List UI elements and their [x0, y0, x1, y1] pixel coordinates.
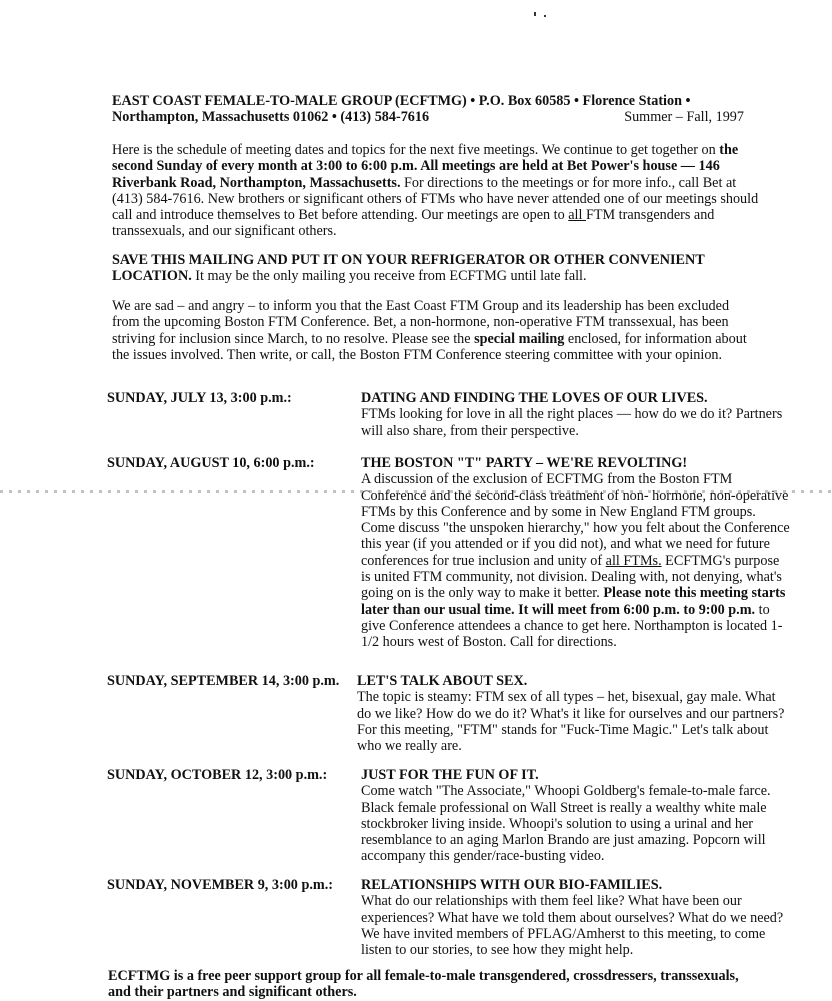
- meeting-date: SUNDAY, AUGUST 10, 6:00 p.m.:: [107, 455, 315, 471]
- meeting-topic: [361, 455, 791, 651]
- letterhead-line-2: Northampton, Massachusetts 01062 • (413) 584-7616: [112, 109, 430, 126]
- save-notice: [112, 252, 760, 285]
- save-notice-bold: SAVE THIS MAILING AND PUT IT ON YOUR REFRIGERATOR OR OTHER CONVENIENT LOCATION.: [112, 252, 705, 285]
- meeting-topic: [357, 673, 787, 754]
- meeting-description: Come watch "The Associate," Whoopi Goldberg's female-to-male farce. Black female professional on Wall Street is really a wealthy white male stockbroker living inside. Whoopi's solution to using a urinal and her resemblance to an aging Marlon Brando are just amazing. Popcorn will accompany this gender/race-busting video.: [361, 783, 771, 865]
- exclusion-text-2: enclosed, for information about the issues involved. Then write, or call, the Boston FTM Conference steering committee with your opinion.: [112, 330, 747, 363]
- intro-text-bold: the second Sunday of every month at 3:00 to 6:00 p.m. All meetings are held at Bet Power's house — 146 Riverbank Road, Northampton, Massachusetts.: [112, 142, 739, 191]
- meeting-description-part: ECFTMG's purpose is united FTM community, not division. Dealing with, not denying, what's going on is the only way to make it better.: [361, 552, 782, 602]
- meeting-topic: [361, 877, 791, 958]
- save-notice-text: It may be the only mailing you receive from ECFTMG until late fall.: [191, 268, 587, 285]
- meeting-description-part: A discussion of the exclusion of ECFTMG from the Boston FTM Conference and the second-class treatment of non- hormone, non-operative FTMs by this Conference and by some in New England FTM groups. Come discuss "the unspoken hierarchy," how you felt about the Conference this year (if you attended or if you did not), and what we need for future conferences for true inclusion and unity of: [361, 471, 790, 569]
- meeting-title: DATING AND FINDING THE LOVES OF OUR LIVES.: [361, 390, 708, 406]
- meeting-description-part: to give Conference attendees a chance to get here. Northampton is located 1-1/2 hours west of Boston. Call for directions.: [361, 601, 783, 651]
- scan-speck: [534, 12, 536, 16]
- meeting-date: SUNDAY, OCTOBER 12, 3:00 p.m.:: [107, 767, 328, 783]
- exclusion-text-bold: special mailing: [474, 330, 565, 347]
- meeting-description: FTMs looking for love in all the right places — how do we do it? Partners will also share, from their perspective.: [361, 406, 783, 439]
- meeting-date: SUNDAY, JULY 13, 3:00 p.m.:: [107, 390, 292, 406]
- meeting-title: THE BOSTON "T" PARTY – WE'RE REVOLTING!: [361, 455, 688, 471]
- meeting-description: [361, 471, 791, 650]
- exclusion-text-1: We are sad – and angry – to inform you that the East Coast FTM Group and its leadership has been excluded from the upcoming Boston FTM Conference. Bet, a non-hormone, non-operative FTM transsexual, has been striving for inclusion since March, to no resolve. Please see the: [112, 298, 730, 347]
- intro-text-1: Here is the schedule of meeting dates and topics for the next five meetings. We continue to get together on: [112, 142, 716, 158]
- intro-text-underline: all: [568, 207, 586, 224]
- meeting-description: What do our relationships with them feel like? What have been our experiences? What have we told them about ourselves? What do we need? We have invited members of PFLAG/Amherst to this meeting, to come listen to our stories, to see how they might help.: [361, 893, 784, 959]
- scan-speck: [544, 15, 546, 17]
- meeting-title: LET'S TALK ABOUT SEX.: [357, 673, 528, 689]
- scan-fold-line: [0, 490, 832, 493]
- footer-statement: ECFTMG is a free peer support group for all female-to-male transgendered, crossdressers, transsexuals, and their partners and significant others.: [108, 968, 739, 1001]
- meeting-title: JUST FOR THE FUN OF IT.: [361, 767, 539, 783]
- issue-date: Summer – Fall, 1997: [624, 109, 744, 126]
- meeting-date: SUNDAY, SEPTEMBER 14, 3:00 p.m.: [107, 673, 340, 689]
- intro-text-3: FTM transgenders and transsexuals, and our significant others.: [112, 207, 715, 240]
- meeting-title: RELATIONSHIPS WITH OUR BIO-FAMILIES.: [361, 877, 663, 893]
- letterhead-line-1: EAST COAST FEMALE-TO-MALE GROUP (ECFTMG) • P.O. Box 60585 • Florence Station •: [112, 93, 691, 109]
- meeting-description: The topic is steamy: FTM sex of all types – het, bisexual, gay male. What do we like? How do we do it? What's it like for ourselves and our partners? For this meeting, "FTM" stands for "Fuck-Time Magic." Let's talk about who we really are.: [357, 689, 785, 755]
- meeting-topic: [361, 767, 791, 865]
- intro-paragraph: [112, 142, 760, 240]
- meeting-description-bold: Please note this meeting starts later than our usual time. It will meet from 6:00 p.m. to 9:00 p.m.: [361, 585, 786, 618]
- meeting-description-underline: all FTMs.: [605, 552, 662, 569]
- meeting-date: SUNDAY, NOVEMBER 9, 3:00 p.m.:: [107, 877, 333, 893]
- exclusion-paragraph: [112, 298, 760, 363]
- intro-text-2: For directions to the meetings or for more info., call Bet at (413) 584-7616. New brothers or significant others of FTMs who have never attended one of our meetings should call and introduce themselves to Bet before attending. Our meetings are open to: [112, 174, 759, 224]
- meeting-topic: [361, 390, 791, 439]
- letterhead: [112, 93, 752, 126]
